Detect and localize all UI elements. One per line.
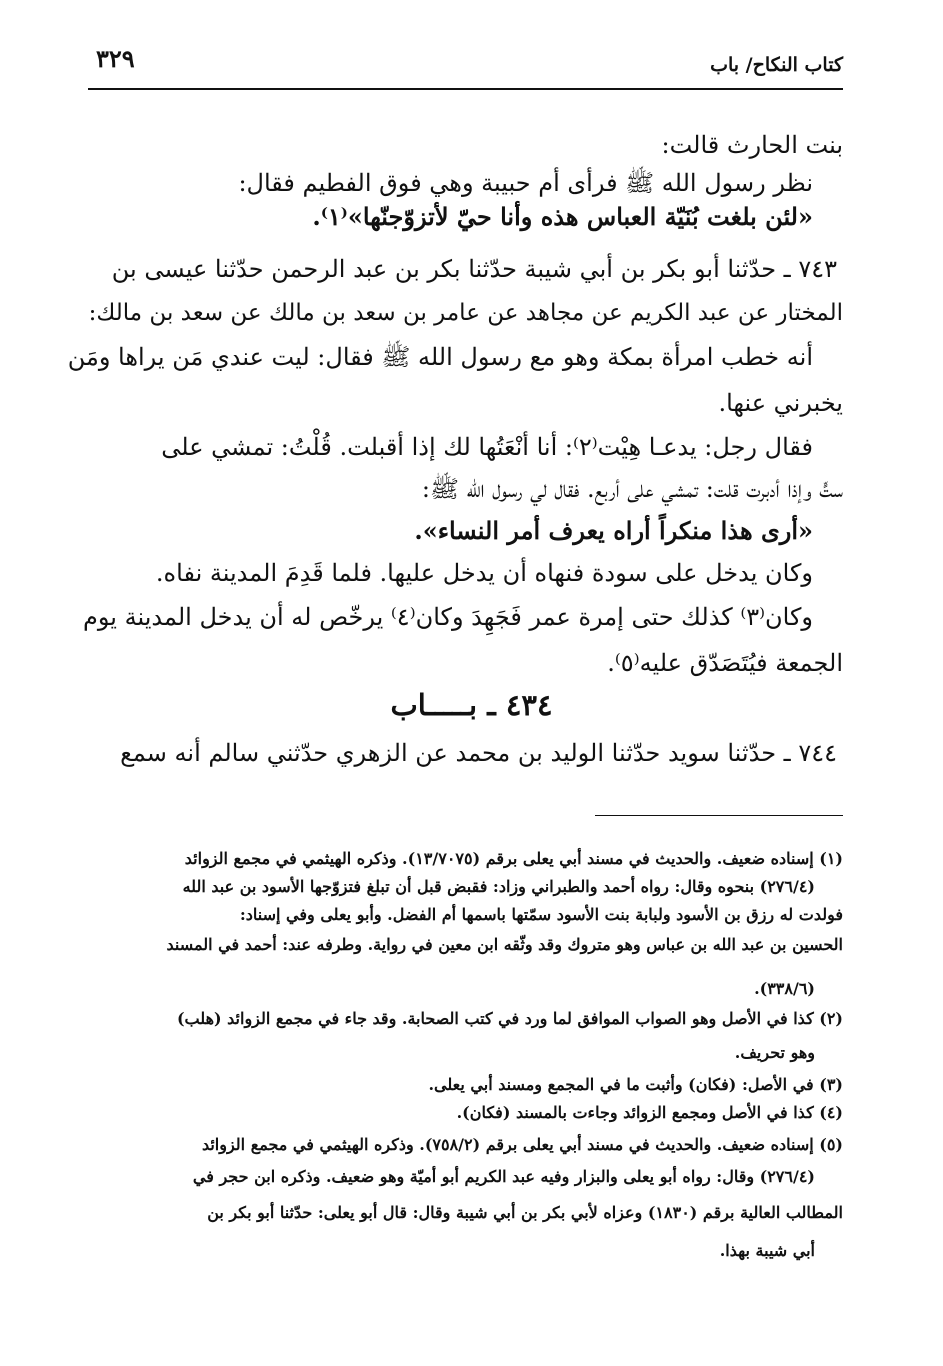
body-line-hadith-744: ٧٤٤ ـ حدّثنا سويد حدّثنا الوليد بن محمد عن الزهري حدّثني سالم أنه سمع	[120, 739, 837, 767]
footnote-divider	[595, 815, 843, 816]
footnote-line: (٥) إسناده ضعيف. والحديث في مسند أبي يعلى برقم (٧٥٨/٢). وذكره الهيثمي في مجمع الزوائد	[201, 1135, 843, 1154]
footnote-line: (٤) كذا في الأصل ومجمع الزوائد وجاءت بالمسند (فكان).	[456, 1103, 843, 1122]
footnote-line: الحسين بن عبد الله بن عباس وهو متروك وقد وثّقه ابن معين في رواية. وطرفه عند: أحمد في المسند	[166, 935, 843, 954]
body-line-quote: «أرى هذا منكراً أراه يعرف أمر النساء».	[414, 516, 813, 545]
footnote-line: (٢٧٦/٤) وقال: رواه أبو يعلى والبزار وفيه عبد الكريم أبو أميّة وهو ضعيف. وذكره ابن حجر في	[192, 1167, 815, 1186]
footnote-line: المطالب العالية برقم (١٨٣٠) وعزاه لأبي بكر بن أبي شيبة وقال: قال أبو يعلى: حدّثنا أبو بكر بن	[207, 1203, 843, 1222]
body-line: يخبرني عنها.	[718, 389, 843, 417]
page-number: ٣٢٩	[96, 44, 135, 73]
footnote-line: (٢) كذا في الأصل وهو الصواب الموافق لما ورد في كتب الصحابة. وقد جاء في مجمع الزوائد (هلب)	[176, 1009, 843, 1028]
footnote-line: فولدت له رزق بن الأسود ولبابة بنت الأسود سمّتها باسمها أم الفضل. وأبو يعلى وفي إسناد:	[239, 905, 843, 924]
footnote-line: (٣) في الأصل: (فكان) وأثبت ما في المجمع ومسند أبي يعلى.	[428, 1075, 843, 1094]
footnote-line: (٣٣٨/٦).	[754, 979, 815, 998]
body-line: المختار عن عبد الكريم عن مجاهد عن عامر بن سعد بن مالك عن سعد بن مالك:	[88, 300, 843, 326]
body-line-quote: «لئن بلغت بُنَيّة العباس هذه وأنا حيّ لأتزوّجنّها»⁽١⁾.	[312, 202, 813, 231]
footnote-line: وهو تحريف.	[734, 1043, 815, 1062]
body-line: ستٍّ وإذا أدبرت قلت: تمشي على أربع. فقال لي رسول الله ﷺ:	[421, 475, 843, 503]
running-title: كتاب النكاح/ باب	[710, 54, 843, 76]
running-header	[88, 38, 843, 90]
footnote-line: (١) إسناده ضعيف. والحديث في مسند أبي يعلى برقم (١٣/٧٠٧٥). وذكره الهيثمي في مجمع الزوائد	[184, 849, 843, 868]
body-line: بنت الحارث قالت:	[661, 131, 843, 159]
body-line: وكان⁽٣⁾ كذلك حتى إمرة عمر فَجَهِدَ وكان⁽٤⁾ يرخّص له أن يدخل المدينة يوم	[83, 603, 813, 631]
footnote-line: أبي شيبة بهذا.	[719, 1241, 815, 1260]
footnote-line: (٢٧٦/٤) بنحوه وقال: رواه أحمد والطبراني وزاد: فقبض قبل أن تبلغ فتزوّجها الأسود بن عبد الله	[182, 877, 815, 896]
body-line: الجمعة فيُتَصَدّق عليه⁽٥⁾.	[607, 649, 843, 677]
body-line: وكان يدخل على سودة فنهاه أن يدخل عليها. فلما قَدِمَ المدينة نفاه.	[155, 559, 813, 587]
body-line-hadith-743: ٧٤٣ ـ حدّثنا أبو بكر بن أبي شيبة حدّثنا بكر بن عبد الرحمن حدّثنا عيسى بن	[111, 255, 837, 283]
body-line: فقال رجل: يدعـا هِيْت⁽٢⁾: أنا أنْعَتُها لك إذا أقبلت. قُلْتُ: تمشي على	[161, 433, 813, 461]
body-line: نظر رسول الله ﷺ فرأى أم حبيبة وهي فوق الفطيم فقال:	[238, 169, 813, 197]
body-line: أنه خطب امرأة بمكة وهو مع رسول الله ﷺ فقال: ليت عندي مَن يراها ومَن	[67, 343, 813, 371]
section-heading: ٤٣٤ ـ بـــــاب	[390, 688, 553, 722]
